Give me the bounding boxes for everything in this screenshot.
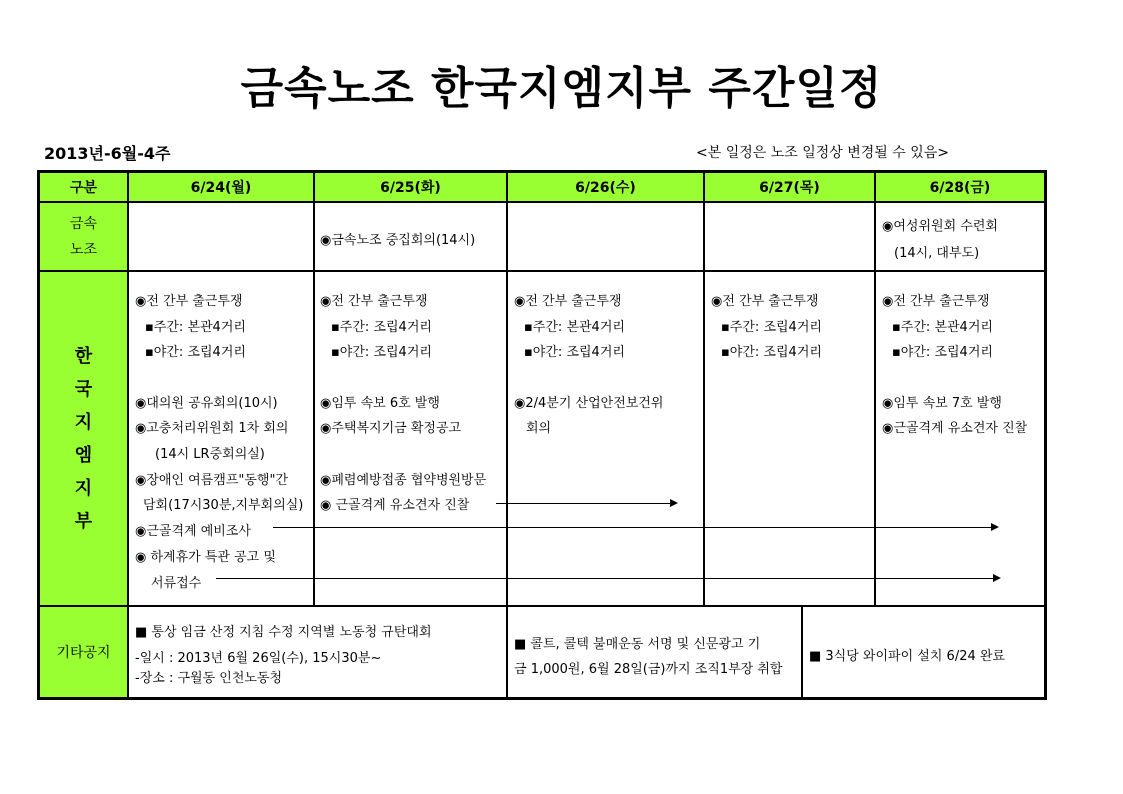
row-label-union-line2: 노조 — [69, 241, 98, 258]
branch-mon-item: ◉ 하계휴가 특관 공고 및 — [135, 550, 276, 565]
etc-cell-notice2 — [507, 606, 802, 698]
branch-label-char-5: 지 — [74, 477, 93, 499]
branch-mon-item: 서류접수 — [151, 576, 202, 591]
union-event-fri-line2: (14시, 대부도) — [894, 246, 980, 261]
branch-cell-fri — [875, 271, 1045, 606]
page-title: 금속노조 한국지엠지부 주간일정 — [240, 63, 883, 114]
union-cell-mon — [128, 202, 314, 271]
branch-cell-mon — [128, 271, 314, 606]
branch-wed-item: ▪야간: 조립4거리 — [524, 345, 625, 360]
header-day-fri: 6/28(금) — [875, 172, 1045, 202]
header-day-tue: 6/25(화) — [314, 172, 507, 202]
union-event-tue: ◉금속노조 중집회의(14시) — [320, 233, 476, 248]
branch-wed-item: ◉2/4분기 산업안전보건위 — [514, 396, 664, 411]
branch-tue-item: ◉전 간부 출근투쟁 — [320, 294, 428, 309]
etc-notice2-line: 금 1,000원, 6월 28일(금)까지 조직1부장 취합 — [514, 662, 783, 677]
branch-label-char-3: 지 — [74, 411, 93, 433]
branch-mon-item: ◉전 간부 출근투쟁 — [135, 294, 243, 309]
branch-tue-item: ◉임투 속보 6호 발행 — [320, 396, 440, 411]
branch-tue-item: ◉주택복지기금 확정공고 — [320, 421, 462, 436]
branch-mon-item: ▪야간: 조립4거리 — [145, 345, 246, 360]
branch-mon-item: ◉대의원 공유회의(10시) — [135, 396, 278, 411]
week-label: 2013년-6월-4주 — [44, 144, 171, 163]
etc-cell-notice3 — [802, 606, 1045, 698]
branch-fri-item: ▪야간: 조립4거리 — [892, 345, 993, 360]
etc-cell-notice1 — [128, 606, 507, 698]
union-cell-fri — [875, 202, 1045, 271]
branch-fri-item: ◉근골격계 유소견자 진찰 — [882, 421, 1028, 436]
etc-notice3-line: ■ 3식당 와이파이 설치 6/24 완료 — [809, 649, 1005, 664]
branch-mon-item: ▪주간: 본관4거리 — [145, 320, 246, 335]
branch-tue-item: ◉ 근골격계 유소견자 진찰 — [320, 498, 470, 513]
branch-tue-item: ▪주간: 조립4거리 — [331, 320, 432, 335]
branch-cell-thu — [704, 271, 875, 606]
branch-cell-tue — [314, 271, 507, 606]
arrow-line — [216, 578, 999, 579]
union-cell-tue — [314, 202, 507, 271]
branch-label-char-1: 한 — [74, 345, 93, 367]
branch-thu-item: ▪주간: 조립4거리 — [721, 320, 822, 335]
union-cell-thu — [704, 202, 875, 271]
branch-mon-item: ◉고충처리위원회 1차 회의 — [135, 421, 289, 436]
branch-fri-item: ◉전 간부 출근투쟁 — [882, 294, 990, 309]
header-day-wed: 6/26(수) — [507, 172, 704, 202]
union-event-fri-line1: ◉여성위원회 수련회 — [882, 219, 998, 234]
row-label-branch — [39, 271, 128, 606]
etc-notice1-line: -일시 : 2013년 6월 26일(수), 15시30분~ — [135, 651, 382, 666]
branch-label-char-4: 엠 — [74, 444, 93, 466]
row-label-union-line1: 금속 — [69, 215, 98, 232]
schedule-change-notice: <본 일정은 노조 일정상 변경될 수 있음> — [696, 145, 950, 161]
branch-mon-item: 담회(17시30분,지부회의실) — [143, 498, 304, 513]
branch-cell-wed — [507, 271, 704, 606]
branch-mon-item: ◉장애인 여름캠프"동행"간 — [135, 473, 289, 488]
header-day-thu: 6/27(목) — [704, 172, 875, 202]
etc-notice1-line: -장소 : 구월동 인천노동청 — [135, 671, 283, 686]
row-label-etc: 기타공지 — [39, 606, 128, 698]
header-day-mon: 6/24(월) — [128, 172, 314, 202]
header-category: 구분 — [39, 172, 128, 202]
branch-fri-item: ▪주간: 본관4거리 — [892, 320, 993, 335]
union-cell-wed — [507, 202, 704, 271]
branch-tue-item: ▪야간: 조립4거리 — [331, 345, 432, 360]
arrow-line — [496, 503, 676, 504]
branch-wed-item: ▪주간: 본관4거리 — [524, 320, 625, 335]
row-label-union — [39, 202, 128, 271]
etc-notice1-line: ■ 통상 임금 산정 지침 수정 지역별 노동청 규탄대회 — [135, 625, 432, 640]
branch-wed-item: ◉전 간부 출근투쟁 — [514, 294, 622, 309]
branch-thu-item: ◉전 간부 출근투쟁 — [711, 294, 819, 309]
arrow-line — [273, 527, 997, 528]
etc-notice2-line: ■ 콜트, 콜텍 불매운동 서명 및 신문광고 기 — [514, 637, 761, 652]
branch-label-char-2: 국 — [74, 378, 93, 400]
branch-mon-item: ◉근골격계 예비조사 — [135, 524, 251, 539]
branch-mon-item: (14시 LR중회의실) — [155, 447, 265, 462]
branch-thu-item: ▪야간: 조립4거리 — [721, 345, 822, 360]
branch-fri-item: ◉임투 속보 7호 발행 — [882, 396, 1002, 411]
branch-wed-item: 회의 — [526, 421, 552, 436]
branch-label-char-6: 부 — [74, 510, 93, 532]
branch-tue-item: ◉폐렴예방접종 협약병원방문 — [320, 473, 487, 488]
